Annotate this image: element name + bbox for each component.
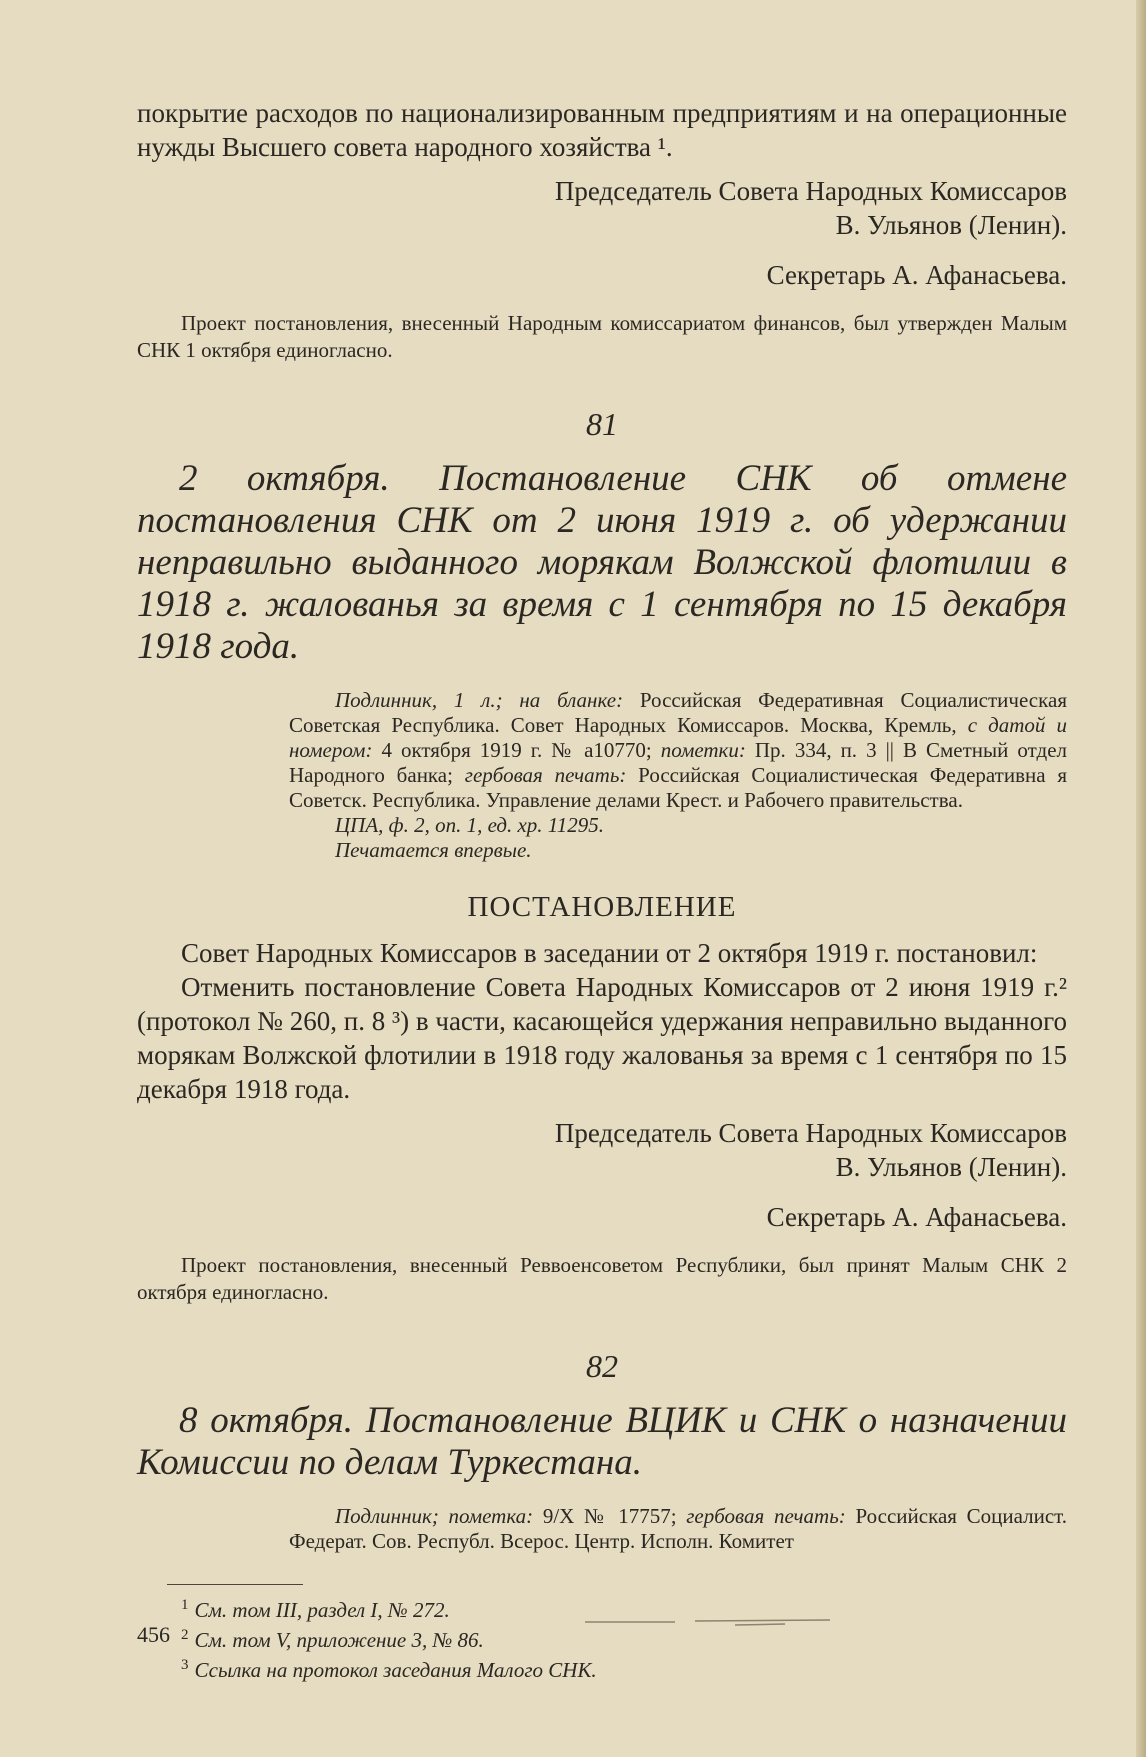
document-title: 8 октября. Постановление ВЦИК и СНК о назначении Комиссии по делам Туркестана. [137, 1400, 1067, 1483]
archival-text: Пр. 334, п. 3 || В Сметный отдел Народного банка; [289, 738, 1067, 787]
footnote-mark: 2 [181, 1627, 189, 1643]
chairman-name: В. Ульянов (Ленин). [835, 210, 1067, 240]
chairman-title: Председатель Совета Народных Комиссаров [554, 176, 1067, 206]
chairman-signature [137, 174, 1067, 242]
archival-text: Российская Федеративная Социалистическая Советская Республика. Совет Народных Комиссаров. Москва, Кремль, [289, 688, 1067, 737]
resolution-para: Совет Народных Комиссаров в заседании от 2 октября 1919 г. постановил: [181, 938, 1038, 968]
ink-smudge [585, 1616, 830, 1628]
document-number: 82 [586, 1348, 618, 1384]
secretary-signature: Секретарь А. Афанасьева. [766, 260, 1067, 290]
archival-description [289, 688, 1067, 863]
archival-label: пометки: [660, 738, 746, 762]
footnote-text: См. том V, приложение 3, № 86. [194, 1628, 484, 1652]
printed-first: Печатается впервые. [335, 838, 532, 862]
secretary-signature: Секретарь А. Афанасьева. [766, 1202, 1067, 1232]
chairman-title: Председатель Совета Народных Комиссаров [554, 1118, 1067, 1148]
archival-label: Подлинник; пометка: [335, 1504, 534, 1528]
page-number: 456 [137, 1622, 170, 1647]
page-content [137, 96, 1067, 1683]
footnote-text: Ссылка на протокол заседания Малого СНК. [194, 1658, 597, 1682]
page-edge [1136, 0, 1146, 1757]
editorial-note: Проект постановления, внесенный Реввоенсоветом Республики, был принят Малым СНК 2 октября единогласно. [137, 1253, 1067, 1304]
archival-text: Российская Социалистическая Федеративна я Советск. Республика. Управление делами Крест. и Рабочего правительства. [289, 763, 1068, 812]
editorial-note: Проект постановления, внесенный Народным комиссариатом финансов, был утвержден Малым СНК 1 октября единогласно. [137, 311, 1067, 362]
archival-text: 4 октября 1919 г. № а10770; [372, 738, 661, 762]
continuation-text: покрытие расходов по национализированным предприятиям и на операционные нужды Высшего совета народного хозяйства ¹. [137, 98, 1067, 162]
chairman-signature [137, 1116, 1067, 1184]
footnote-mark: 1 [181, 1597, 189, 1613]
document-title: 2 октября. Постановление СНК об отмене постановления СНК от 2 июня 1919 г. об удержании неправильно выданного морякам Волжской флотилии в 1918 г. жалованья за время с 1 сентября по 15 декабря 1918 года. [137, 458, 1067, 667]
chairman-name: В. Ульянов (Ленин). [835, 1152, 1067, 1182]
archival-description [289, 1504, 1067, 1554]
archive-reference: ЦПА, ф. 2, оп. 1, ед. хр. 11295. [335, 813, 605, 837]
footnote [181, 1653, 1067, 1683]
archival-label: гербовая печать: [464, 763, 627, 787]
document-number: 81 [586, 406, 618, 442]
archival-label: с датой и номером: [289, 713, 1067, 762]
archival-label: гербовая печать: [686, 1504, 846, 1528]
archival-text: 9/X № 17757; [533, 1504, 687, 1528]
footnote-mark: 3 [181, 1657, 189, 1673]
archival-text: Российская Социалист. Федерат. Сов. Республ. Всерос. Центр. Исполн. Комитет [289, 1504, 1068, 1553]
footnotes [181, 1593, 1067, 1683]
archival-label: Подлинник, 1 л.; на бланке: [335, 688, 624, 712]
footnote-divider [167, 1584, 303, 1585]
resolution-para: Отменить постановление Совета Народных Комиссаров от 2 июня 1919 г.² (протокол № 260, п. 8 ³) в части, касающейся удержания неправильно выданного морякам Волжской флотилии в 1918 году жалованья за время с 1 сентября по 15 декабря 1918 года. [137, 972, 1067, 1104]
footnote-text: См. том III, раздел I, № 272. [194, 1598, 450, 1622]
resolution-heading: ПОСТАНОВЛЕНИЕ [467, 891, 737, 923]
